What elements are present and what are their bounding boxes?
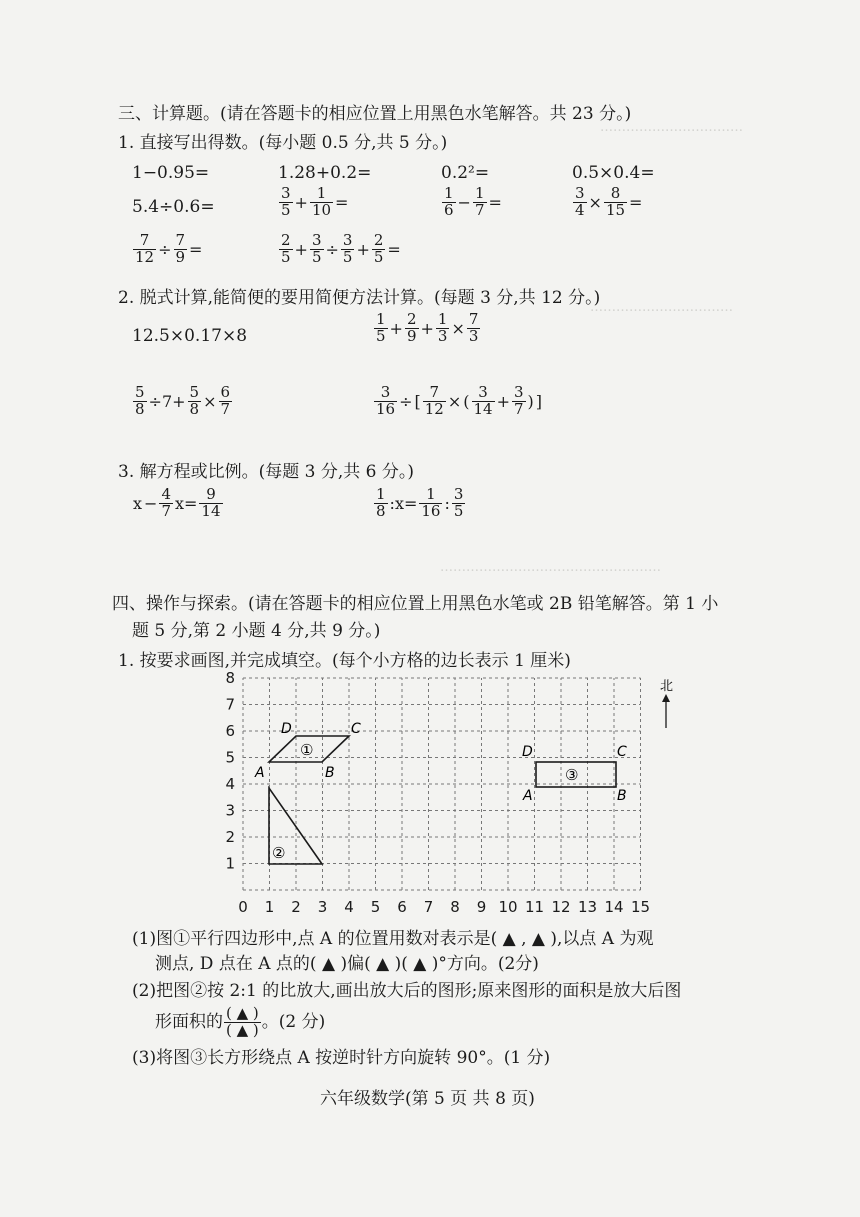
x-axis-ticks xyxy=(238,898,650,916)
q2-expr-3: $\frac{5}{8}$ ÷7+ $\frac{5}{8}$ × $\frac{6}{7}$ xyxy=(135,383,231,418)
fraction: $\frac{7}{12}$ xyxy=(424,383,444,418)
q2-expr-1: 12.5×0.17×8 xyxy=(132,326,248,346)
fraction: $\frac{1}{10}$ xyxy=(311,184,332,219)
fraction: $\frac{2}{9}$ xyxy=(406,310,417,345)
x-tick-label: 8 xyxy=(450,898,460,916)
y-axis-ticks xyxy=(225,669,235,873)
sub-question-1b: 测点, D 点在 A 点的( ▲ )偏( ▲ )( ▲ )°方向。(2分) xyxy=(155,954,539,974)
point-d3-label: D xyxy=(522,744,533,760)
north-arrowhead-icon xyxy=(662,694,670,702)
x-tick-label: 12 xyxy=(551,898,571,916)
fraction: $\frac{7}{12}$ xyxy=(135,231,155,266)
point-b-label: B xyxy=(325,765,335,781)
q1-title: 1. 直接写出得数。(每小题 0.5 分,共 5 分。) xyxy=(118,133,448,153)
x-tick-label: 9 xyxy=(476,898,487,916)
q1-item-4: 0.5×0.4= xyxy=(572,163,655,183)
fraction: $\frac{1}{7}$ xyxy=(474,184,485,219)
fraction: $\frac{1}{3}$ xyxy=(437,310,448,345)
y-tick-label: 5 xyxy=(225,748,235,767)
fraction: $\frac{2}{5}$ xyxy=(281,231,291,266)
sub-question-2a: (2)把图②按 2:1 的比放大,画出放大后的图形;原来图形的面积是放大后图 xyxy=(132,981,682,1001)
x-tick-label: 5 xyxy=(370,898,381,916)
fraction: $\frac{3}{5}$ xyxy=(311,231,322,266)
figure-3-label: ③ xyxy=(565,766,579,784)
section3-title: 三、计算题。(请在答题卡的相应位置上用黑色水笔解答。共 23 分。) xyxy=(118,104,632,124)
fraction: $\frac{3}{5}$ xyxy=(453,485,464,520)
figure-1-label: ① xyxy=(300,741,314,759)
x-tick-label: 14 xyxy=(604,898,624,916)
point-d-label: D xyxy=(281,721,292,737)
q1-item-6: $\frac{3}{5}$ + $\frac{1}{10}$ = xyxy=(281,184,349,219)
fraction: $\frac{3}{14}$ xyxy=(473,383,493,418)
x-tick-label: 1 xyxy=(264,898,275,916)
fraction: $\frac{1}{5}$ xyxy=(376,310,386,345)
fraction: $\frac{2}{5}$ xyxy=(373,231,384,266)
q1-item-10: $\frac{2}{5}$ + $\frac{3}{5}$ ÷ $\frac{3}{5}$ + $\frac{2}{5}$ = xyxy=(281,231,401,266)
fraction: $\frac{3}{4}$ xyxy=(575,184,585,219)
x-tick-label: 6 xyxy=(397,898,407,916)
x-tick-label: 13 xyxy=(577,898,598,916)
x-tick-label: 0 xyxy=(238,898,248,916)
q1-item-1: 1−0.95= xyxy=(132,163,210,183)
fraction: $\frac{1}{8}$ xyxy=(376,485,386,520)
fraction: $\frac{4}{7}$ xyxy=(161,485,171,520)
x-tick-label: 11 xyxy=(524,898,545,916)
fraction: $\frac{5}{8}$ xyxy=(135,383,145,418)
x-tick-label: 3 xyxy=(317,898,328,916)
q1-item-3: 0.2²= xyxy=(441,163,490,183)
fraction: $\frac{5}{8}$ xyxy=(189,383,200,418)
fraction: $\frac{8}{15}$ xyxy=(605,184,626,219)
point-c-label: C xyxy=(351,721,361,737)
x-tick-label: 2 xyxy=(291,898,301,916)
section4-title-line2: 题 5 分,第 2 小题 4 分,共 9 分。) xyxy=(132,621,381,641)
figure-2-label: ② xyxy=(272,844,286,862)
y-tick-label: 1 xyxy=(225,854,235,873)
x-tick-label: 10 xyxy=(498,898,518,916)
y-tick-label: 8 xyxy=(225,669,235,687)
bleed-through-text: …………………………… xyxy=(590,300,733,315)
point-a3-label: A xyxy=(523,788,533,804)
sub-question-2b: 形面积的 $\frac{( ▲ )}{( ▲ )}$ 。(2 分) xyxy=(155,1004,326,1039)
answer-fraction: $\frac{( ▲ )}{( ▲ )}$ xyxy=(226,1004,259,1039)
q1-item-7: $\frac{1}{6}$ − $\frac{1}{7}$ = xyxy=(444,184,502,219)
y-tick-label: 3 xyxy=(225,801,235,820)
fraction: $\frac{3}{7}$ xyxy=(514,383,524,418)
section4-q1: 1. 按要求画图,并完成填空。(每个小方格的边长表示 1 厘米) xyxy=(118,651,571,671)
q3-eq-1: x − $\frac{4}{7}$ x= $\frac{9}{14}$ xyxy=(133,485,221,520)
fraction: $\frac{7}{3}$ xyxy=(468,310,479,345)
q3-eq-2: $\frac{1}{8}$ :x= $\frac{1}{16}$ : $\frac{3}{5}$ xyxy=(376,485,464,520)
point-c3-label: C xyxy=(617,744,627,760)
fraction: $\frac{6}{7}$ xyxy=(220,383,231,418)
q1-item-9: $\frac{7}{12}$ ÷ $\frac{7}{9}$ = xyxy=(135,231,203,266)
fraction: $\frac{1}{6}$ xyxy=(444,184,454,219)
y-tick-label: 2 xyxy=(225,828,235,846)
point-b3-label: B xyxy=(617,788,627,804)
fraction: $\frac{1}{16}$ xyxy=(421,485,441,520)
y-tick-label: 6 xyxy=(225,722,235,740)
q1-item-8: $\frac{3}{4}$ × $\frac{8}{15}$ = xyxy=(575,184,643,219)
fraction: $\frac{9}{14}$ xyxy=(201,485,221,520)
q2-expr-4: $\frac{3}{16}$ ÷ [ $\frac{7}{12}$ × ( $\frac{3}{14}$ + $\frac{3}{7}$ ) ] xyxy=(376,383,543,418)
point-a-label: A xyxy=(255,765,265,781)
q2-title: 2. 脱式计算,能简便的要用简便方法计算。(每题 3 分,共 12 分。) xyxy=(118,288,601,308)
bleed-through-text: …………………………………………… xyxy=(440,560,661,575)
bleed-through-text: …………………………… xyxy=(600,120,743,135)
sub-question-1a: (1)图①平行四边形中,点 A 的位置用数对表示是( ▲ , ▲ ),以点 A 为观 xyxy=(132,929,654,949)
x-tick-label: 7 xyxy=(423,898,434,916)
q1-item-5: 5.4÷0.6= xyxy=(132,197,215,217)
y-tick-label: 4 xyxy=(225,775,235,793)
q3-title: 3. 解方程或比例。(每题 3 分,共 6 分。) xyxy=(118,462,415,482)
x-tick-label: 4 xyxy=(344,898,354,916)
fraction: $\frac{3}{16}$ xyxy=(376,383,396,418)
page-footer: 六年级数学(第 5 页 共 8 页) xyxy=(320,1089,535,1109)
north-label: 北 xyxy=(660,679,674,694)
grid-lines xyxy=(243,678,641,890)
fraction: $\frac{3}{5}$ xyxy=(281,184,291,219)
y-tick-label: 7 xyxy=(225,695,235,714)
sub-question-3: (3)将图③长方形绕点 A 按逆时针方向旋转 90°。(1 分) xyxy=(132,1048,551,1068)
q2-expr-2: $\frac{1}{5}$ + $\frac{2}{9}$ + $\frac{1}{3}$ × $\frac{7}{3}$ xyxy=(376,310,479,345)
fraction: $\frac{7}{9}$ xyxy=(175,231,186,266)
fraction: $\frac{3}{5}$ xyxy=(342,231,353,266)
q1-item-2: 1.28+0.2= xyxy=(278,163,372,183)
section4-title: 四、操作与探索。(请在答题卡的相应位置上用黑色水笔或 2B 铅笔解答。第 1 小 xyxy=(112,594,719,614)
x-tick-label: 15 xyxy=(630,898,651,916)
